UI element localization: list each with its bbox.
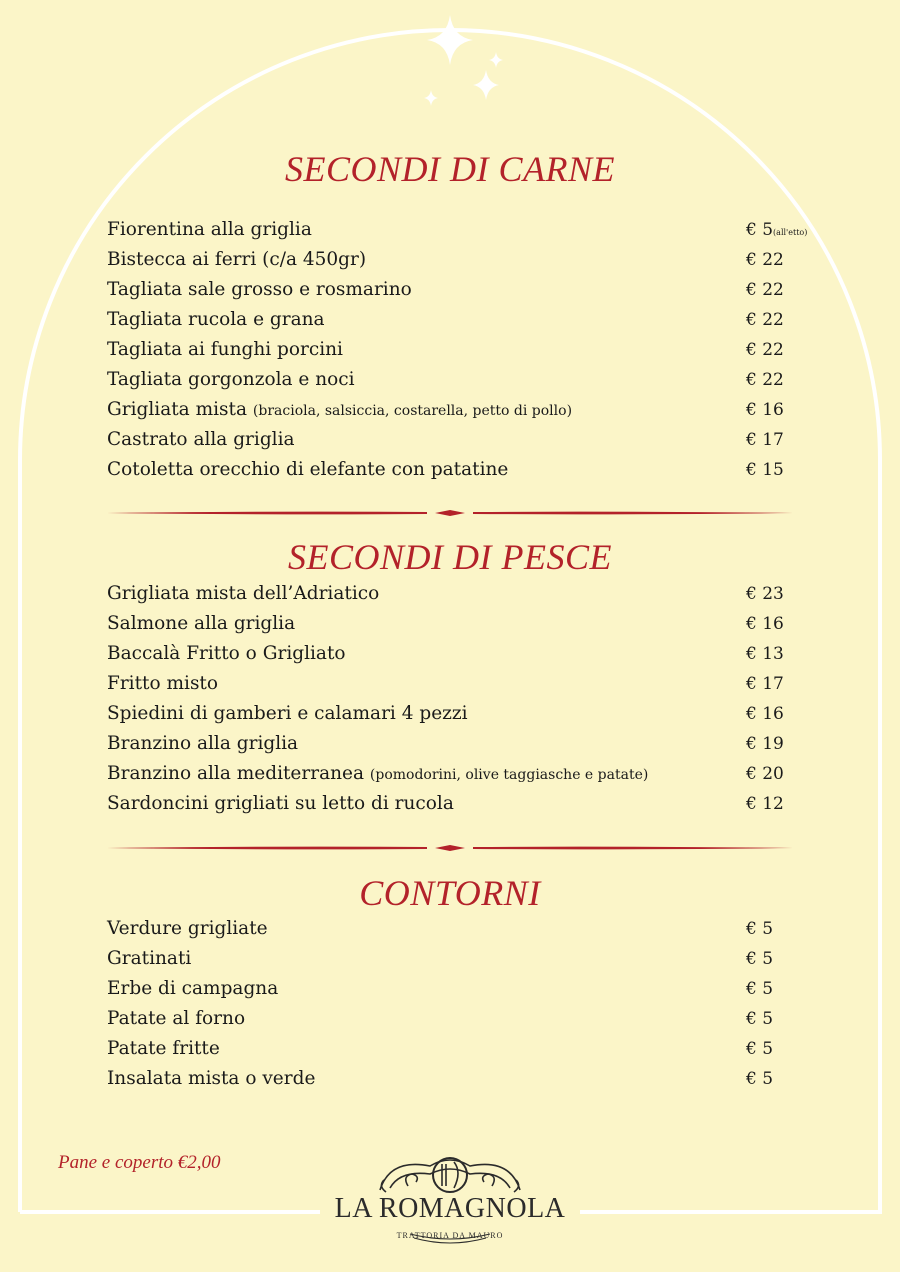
item-price: € 5 (746, 1039, 774, 1059)
item-name: Spiedini di gamberi e calamari 4 pezzi (107, 703, 468, 724)
item-price: € 22 (746, 310, 784, 330)
item-price: € 16 (746, 704, 784, 724)
item-price: € 5 (746, 919, 774, 939)
menu-item (107, 759, 797, 789)
item-name: Erbe di campagna (107, 978, 279, 999)
menu-item (107, 789, 797, 819)
item-price: € 15 (746, 460, 784, 480)
section-title-contorni: CONTORNI (359, 873, 541, 913)
item-price: € 5(all'etto) (746, 220, 808, 240)
item-price: € 17 (746, 430, 784, 450)
menu-item (107, 425, 797, 455)
item-name: Tagliata sale grosso e rosmarino (107, 279, 412, 300)
menu-item (107, 729, 797, 759)
menu-item (107, 1004, 797, 1034)
item-price: € 5 (746, 979, 774, 999)
section-title-secondi-pesce: SECONDI DI PESCE (288, 537, 612, 577)
item-name: Patate al forno (107, 1008, 246, 1029)
logo-name: LA ROMAGNOLA (334, 1193, 566, 1224)
item-price: € 16 (746, 400, 784, 420)
item-price: € 13 (746, 644, 784, 664)
menu-item (107, 275, 797, 305)
item-name: Grigliata mista dell’Adriatico (107, 583, 380, 604)
item-name: Fiorentina alla griglia (107, 219, 312, 240)
section-title-secondi-carne: SECONDI DI CARNE (285, 149, 615, 189)
item-name: Tagliata rucola e grana (107, 309, 325, 330)
item-name: Branzino alla griglia (107, 733, 299, 754)
menu-item (107, 944, 797, 974)
menu-item (107, 395, 797, 425)
item-name: Cotoletta orecchio di elefante con patatine (107, 459, 509, 480)
menu-item (107, 365, 797, 395)
item-price: € 23 (746, 584, 784, 604)
divider-ornament-icon (107, 508, 793, 518)
menu-item (107, 245, 797, 275)
item-note: (pomodorini, olive taggiasche e patate) (369, 767, 649, 783)
menu-item (107, 305, 797, 335)
menu-item (107, 699, 797, 729)
item-price: € 5 (746, 1009, 774, 1029)
item-price: € 19 (746, 734, 784, 754)
item-price: € 22 (746, 250, 784, 270)
item-name: Sardoncini grigliati su letto di rucola (107, 793, 454, 814)
menu-item (107, 1034, 797, 1064)
menu-item (107, 579, 797, 609)
item-name: Bistecca ai ferri (c/a 450gr) (107, 249, 367, 270)
menu-item (107, 914, 797, 944)
menu-item (107, 974, 797, 1004)
menu-list-contorni (107, 914, 797, 1094)
item-price: € 12 (746, 794, 784, 814)
item-name: Branzino alla mediterranea (pomodorini, olive taggiasche e patate) (107, 763, 649, 784)
divider-ornament-icon (107, 843, 793, 853)
item-name: Verdure grigliate (107, 918, 268, 939)
menu-list-pesce (107, 579, 797, 819)
item-name: Patate fritte (107, 1038, 220, 1059)
menu-item (107, 1064, 797, 1094)
item-name: Salmone alla griglia (107, 613, 296, 634)
logo-subtitle: TRATTORIA DA MAURO (396, 1231, 504, 1240)
menu-item (107, 215, 808, 245)
item-price: € 22 (746, 280, 784, 300)
menu-item (107, 639, 797, 669)
menu-item (107, 609, 797, 639)
item-name: Grigliata mista (braciola, salsiccia, costarella, petto di pollo) (107, 399, 573, 420)
sparkle-icon (424, 15, 503, 106)
item-price: € 16 (746, 614, 784, 634)
item-price: € 20 (746, 764, 784, 784)
menu-list-carne (107, 215, 808, 485)
item-name: Insalata mista o verde (107, 1068, 316, 1089)
item-name: Fritto misto (107, 673, 219, 694)
item-name: Baccalà Fritto o Grigliato (107, 643, 346, 664)
item-price: € 5 (746, 1069, 774, 1089)
item-price: € 5 (746, 949, 774, 969)
item-name: Gratinati (107, 948, 192, 969)
item-price: € 22 (746, 340, 784, 360)
price-unit: (all'etto) (773, 228, 808, 237)
item-name: Castrato alla griglia (107, 429, 295, 450)
item-name: Tagliata ai funghi porcini (107, 339, 343, 360)
menu-item (107, 335, 797, 365)
item-price: € 17 (746, 674, 784, 694)
menu-item (107, 455, 797, 485)
cover-charge: Pane e coperto €2,00 (58, 1152, 221, 1173)
menu-item (107, 669, 797, 699)
item-price: € 22 (746, 370, 784, 390)
item-note: (braciola, salsiccia, costarella, petto di pollo) (252, 403, 573, 419)
item-name: Tagliata gorgonzola e noci (107, 369, 355, 390)
